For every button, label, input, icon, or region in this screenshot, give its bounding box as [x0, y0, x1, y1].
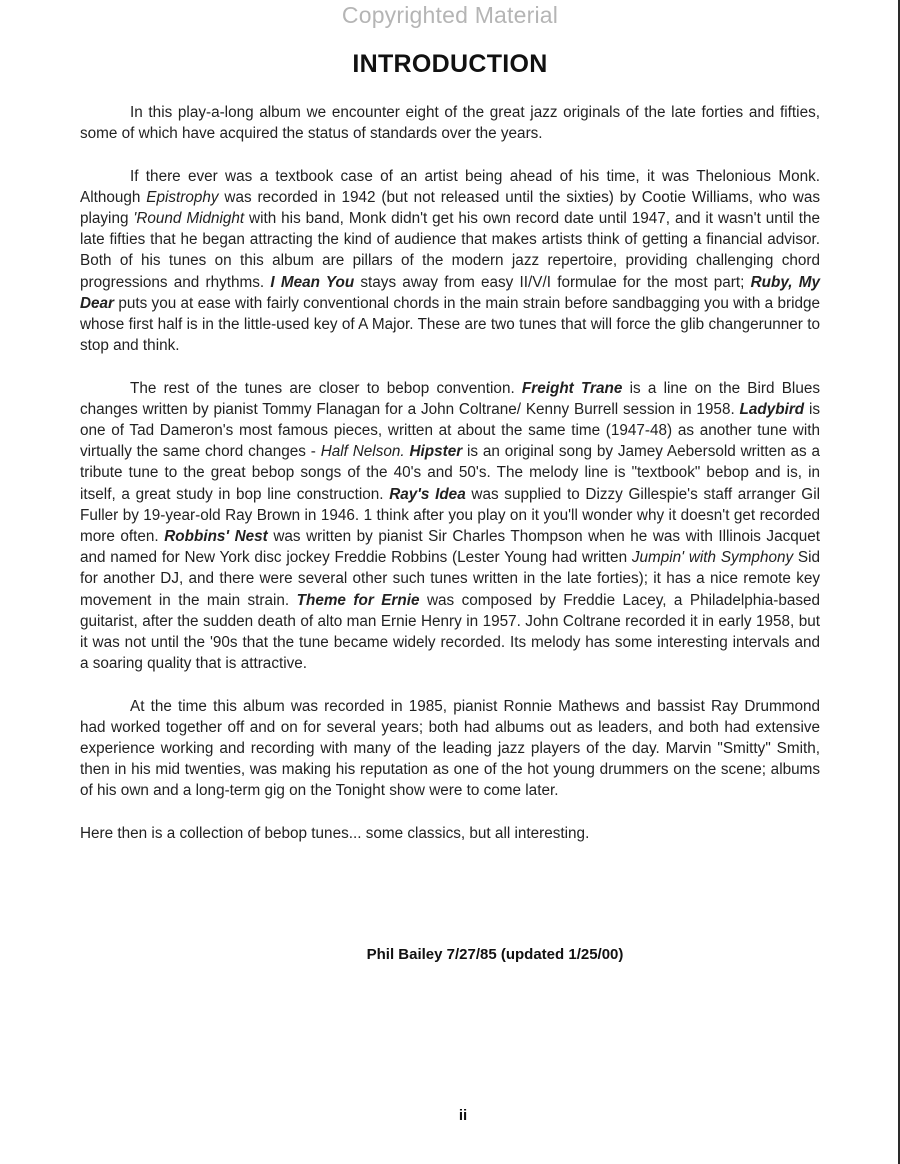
p1-text-1: In this play-a-long album we encounter eight of the great jazz originals of the late forties and fifties, some of which have acquired the status of standards over the years. [80, 104, 820, 143]
page-title: INTRODUCTION [352, 50, 548, 78]
p3-text-6: was supplied to Dizzy Gillespie's staff arranger Gil Fuller by 19-year-old Ray Brown in 1946. 1 think after you play on it you'll wonder why it doesn't get recorded more often. [80, 485, 820, 546]
p2-text-5: puts you at ease with fairly conventional chords in the main strain before sandbagging you with a bridge whose first half is in the little-used key of A Major. These are two tunes that will force the glib changerunner to stop and think. [80, 294, 820, 355]
paragraph-5 [80, 823, 820, 844]
p3-text-5: is an original song by Jamey Aebersold written as a tribute tune to the great bebop songs of the 40's and 50's. The melody line is "textbook" bebop and is, in itself, a great study in bop line construction. [80, 443, 821, 503]
p3-title-hipster: Hipster [409, 443, 463, 461]
copyright-watermark: Copyrighted Material [341, 2, 559, 28]
paragraph-2 [80, 166, 820, 357]
p3-title-jumpin-with-symphony: Jumpin' with Symphony [631, 549, 794, 567]
p2-title-i-mean-you: I Mean You [270, 273, 355, 291]
paragraph-1 [80, 102, 820, 144]
author-signature: Phil Bailey 7/27/85 (updated 1/25/00) [366, 946, 624, 963]
p5-text-1: Here then is a collection of bebop tunes... some classics, but all interesting. [80, 824, 590, 842]
p2-text-2: was recorded in 1942 (but not released until the sixties) by Cootie Williams, who was playing [80, 188, 820, 227]
p3-text-8: Sid for another DJ, and there were several other such tunes written in the late forties); it has a nice remote key movement in the main strain. [80, 549, 821, 609]
p3-title-theme-for-ernie: Theme for Ernie [296, 591, 420, 609]
p3-text-7: was written by pianist Sir Charles Thompson when he was with Illinois Jacquet and named for New York disc jockey Freddie Robbins (Lester Young had written [80, 528, 821, 567]
p3-title-freight-trane: Freight Trane [521, 379, 623, 397]
p3-title-robbins-nest: Robbins' Nest [164, 528, 268, 546]
p3-title-rays-idea: Ray's Idea [389, 485, 466, 503]
p3-title-ladybird: Ladybird [739, 400, 805, 418]
p2-title-epistrophy: Epistrophy [146, 188, 219, 206]
intro-body [80, 102, 820, 865]
page-number: ii [458, 1107, 468, 1124]
p2-text-4: stays away from easy II/V/I formulae for the most part; [354, 273, 751, 291]
p4-text-1: At the time this album was recorded in 1985, pianist Ronnie Mathews and bassist Ray Drummond had worked together off and on for several years; both had albums out as leaders, and both had extensive experience working and recording with many of the leading jazz players of the day. Marvin "Smitty" Smith, then in his mid twenties, was making his reputation as one of the hot young drummers on the scene; albums of his own and a long-term gig on the Tonight show were to come later. [80, 697, 820, 800]
p3-text-2: is a line on the Bird Blues changes written by pianist Tommy Flanagan for a John Coltrane/ Kenny Burrell session in 1958. [80, 379, 820, 418]
p2-text-3: with his band, Monk didn't get his own record date until 1947, and it wasn't until the late fifties that he began attracting the kind of audience that makes artists think of getting a financial advisor. Both of his tunes on this album are pillars of the modern jazz repertoire, providing challenging chord progressions and rhythms. [80, 210, 820, 291]
p2-title-round-midnight: 'Round Midnight [133, 210, 245, 227]
paragraph-3 [80, 378, 820, 675]
p3-text-3: is one of Tad Dameron's most famous pieces, written at about the same time (1947-48) as another tune with virtually the same chord changes - [80, 400, 820, 461]
paragraph-4 [80, 696, 820, 802]
p2-text-1: If there ever was a textbook case of an artist being ahead of his time, it was Thelonious Monk. Although [80, 167, 820, 206]
p2-title-ruby-my-dear: Ruby, My Dear [80, 273, 820, 312]
p3-text-1: The rest of the tunes are closer to bebop convention. [130, 379, 522, 397]
p3-title-half-nelson: Half Nelson. [320, 443, 405, 461]
p3-text-9: was composed by Freddie Lacey, a Philadelphia-based guitarist, after the sudden death of alto man Ernie Henry in 1957. John Coltrane recorded it in early 1958, but it was not until the '90s that the tune became widely recorded. Its melody has some interesting intervals and a soaring quality that is attractive. [80, 591, 820, 673]
